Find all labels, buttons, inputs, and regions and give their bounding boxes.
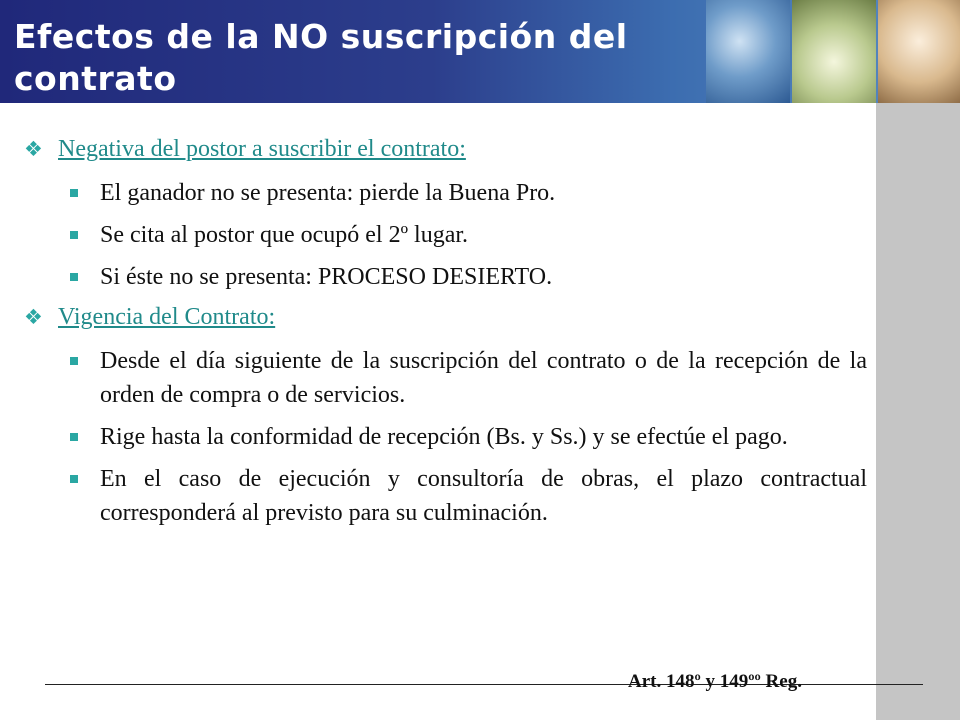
section-heading-text: Negativa del postor a suscribir el contrato: bbox=[58, 136, 466, 162]
bullet-text: El ganador no se presenta: pierde la Buena Pro. bbox=[100, 180, 556, 206]
square-bullet-icon bbox=[70, 475, 78, 483]
diamond-bullet-icon: ❖ bbox=[24, 305, 43, 329]
bullet-text: Desde el día siguiente de la suscripción del contrato o de la recepción de la orden de compra o de servicios. bbox=[100, 348, 867, 408]
square-bullet-icon bbox=[70, 231, 78, 239]
calculator-photo bbox=[706, 0, 790, 103]
section-heading bbox=[24, 134, 867, 164]
diamond-bullet-icon: ❖ bbox=[24, 137, 43, 161]
bullet-text: Rige hasta la conformidad de recepción (Bs. y Ss.) y se efectúe el pago. bbox=[100, 424, 788, 450]
bullet-text: Se cita al postor que ocupó el 2º lugar. bbox=[100, 222, 469, 248]
header-photo-strip bbox=[706, 0, 960, 103]
article-reference: Art. 148º y 149ºº Reg. bbox=[628, 671, 802, 692]
section-heading-text: Vigencia del Contrato: bbox=[58, 304, 276, 330]
bullet-item bbox=[70, 344, 867, 412]
square-bullet-icon bbox=[70, 357, 78, 365]
square-bullet-icon bbox=[70, 189, 78, 197]
right-sidebar-band bbox=[876, 103, 960, 720]
keyboard-photo bbox=[792, 0, 876, 103]
section-heading bbox=[24, 302, 867, 332]
square-bullet-icon bbox=[70, 273, 78, 281]
bullet-item bbox=[70, 218, 867, 252]
bullet-text: En el caso de ejecución y consultoría de obras, el plazo contractual corresponderá al previsto para su culminación. bbox=[100, 466, 867, 526]
slide-title: Efectos de la NO suscripción del contrato bbox=[14, 17, 628, 98]
slide-content bbox=[24, 134, 867, 538]
title-banner bbox=[0, 0, 960, 103]
bullet-item bbox=[70, 462, 867, 530]
bullet-item bbox=[70, 420, 867, 454]
square-bullet-icon bbox=[70, 433, 78, 441]
bullet-item bbox=[70, 260, 867, 294]
bullet-text: Si éste no se presenta: PROCESO DESIERTO. bbox=[100, 264, 553, 290]
bullet-item bbox=[70, 176, 867, 210]
pen-document-photo bbox=[878, 0, 960, 103]
